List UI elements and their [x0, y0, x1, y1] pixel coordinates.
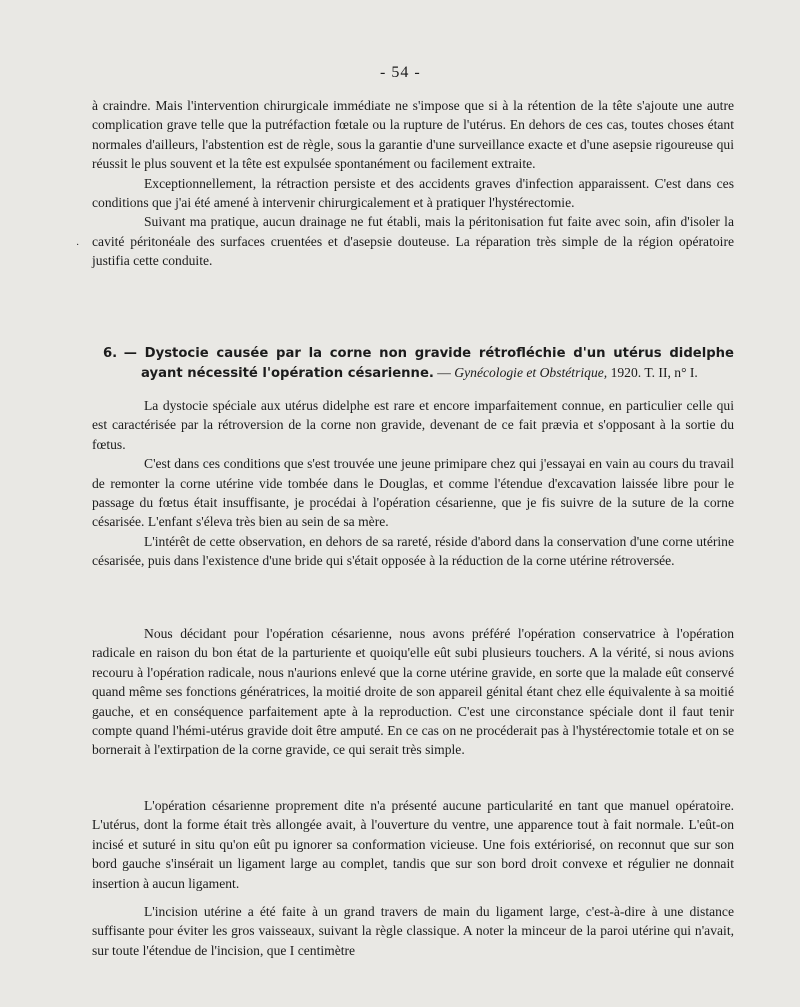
margin-mark: ·	[76, 240, 80, 251]
section-source: Gynécologie et Obstétrique,	[454, 365, 608, 380]
paragraph: La dystocie spéciale aux utérus didelphe est rare et encore imparfaitement connue, en particulier celle qui est caractérisée par la rétroversion de la corne non gravide, devenant de ce fait prævia et s'opposant à la sortie du fœtus.	[92, 398, 734, 452]
paragraph: Exceptionnellement, la rétraction persiste et des accidents graves d'infection apparaissent. C'est dans ces conditions que j'ai été amené à intervenir chirurgicalement et à pratiquer l'hystérectomie.	[92, 175, 734, 211]
section-number: 6.	[103, 346, 118, 361]
paragraph: L'opération césarienne proprement dite n'a présenté aucune particularité en tant que manuel opératoire. L'utérus, dont la forme était très allongée avait, à l'ouverture du ventre, une apparence tout à fait normale. L'eût-on incisé et suturé in situ qu'on eût pu ignorer sa conformation vicieuse. Une fois extériorisé, on reconnut que sur son bord gauche s'insérait un ligament large au complet, tandis que sur son bord droit convexe et régulier ne donnait insertion à aucun ligament.	[92, 798, 734, 891]
paragraph: Nous décidant pour l'opération césarienne, nous avons préféré l'opération conservatrice à l'opération radicale en raison du bon état de la parturiente et quoiqu'elle eût subi plusieurs touchers. A la vérité, si nous avions recouru à l'opération radicale, nous n'aurions enlevé que la corne utérine gravide, en sorte que la malade eût conservé quand même ses fonctions génératrices, la moitié droite de son appareil génital étant chez elle équivalente à sa moitié gauche, et en conséquence parfaitement apte à la reproduction. C'est une circonstance spéciale dont il faut tenir compte quand l'hémi-utérus gravide doit être amputé. En ce cas on ne procéderait pas à l'hystérectomie totale et on se bornerait à l'extirpation de la corne gravide, ce qui serait très simple.	[92, 626, 734, 758]
paragraph: L'intérêt de cette observation, en dehors de sa rareté, réside d'abord dans la conservation d'une corne utérine césarisée, puis dans l'existence d'une bride qui s'était opposée à la réduction de la corne utérine rétroversée.	[92, 533, 734, 569]
section-heading	[92, 343, 734, 383]
paragraph: C'est dans ces conditions que s'est trouvée une jeune primipare chez qui j'essayai en vain au cours du travail de remonter la corne utérine vide tombée dans le Douglas, et comme l'étendue d'excavation laissée libre pour le passage du fœtus était insuffisante, je procédai à l'opération césarienne, que je fis suivre de la suture de la corne césarisée. L'enfant s'éleva très bien au sein de sa mère.	[92, 456, 734, 530]
paragraph: à craindre. Mais l'intervention chirurgicale immédiate ne s'impose que si à la rétention de la tête s'ajoute une autre complication grave telle que la putréfaction fœtale ou la rupture de l'utérus. En dehors de ces cas, toutes choses étant normales d'ailleurs, l'abstention est de règle, sous la garantie d'une surveillance exacte et d'une asepsie rigoureuse qui réussit le plus souvent et la tête est expulsée spontanément ou facilement extraite.	[92, 98, 734, 172]
section-dash: —	[433, 365, 455, 380]
summary-block	[92, 396, 734, 571]
operation-block	[92, 796, 734, 893]
incision-block	[92, 902, 734, 960]
section-title: — Dystocie causée par la corne non gravide rétrofléchie d'un utérus didelphe ayant nécessité l'opération césarienne.	[123, 346, 734, 381]
page-number: - 54 -	[380, 64, 421, 81]
intro-block	[92, 96, 734, 271]
paragraph: Suivant ma pratique, aucun drainage ne fut établi, mais la péritonisation fut faite avec soin, afin d'isoler la cavité péritonéale des surfaces cruentées et d'asepsie douteuse. La réparation très simple de la région opératoire justifia cette conduite.	[92, 214, 734, 269]
section-citation: 1920. T. II, n° I.	[607, 365, 698, 380]
paragraph: L'incision utérine a été faite à un grand travers de main du ligament large, c'est-à-dire à une distance suffisante pour éviter les gros vaisseaux, suivant la règle classique. A noter la minceur de la paroi utérine qui n'avait, sur toute l'étendue de l'incision, que I centimètre	[92, 904, 734, 958]
discussion-block	[92, 624, 734, 760]
